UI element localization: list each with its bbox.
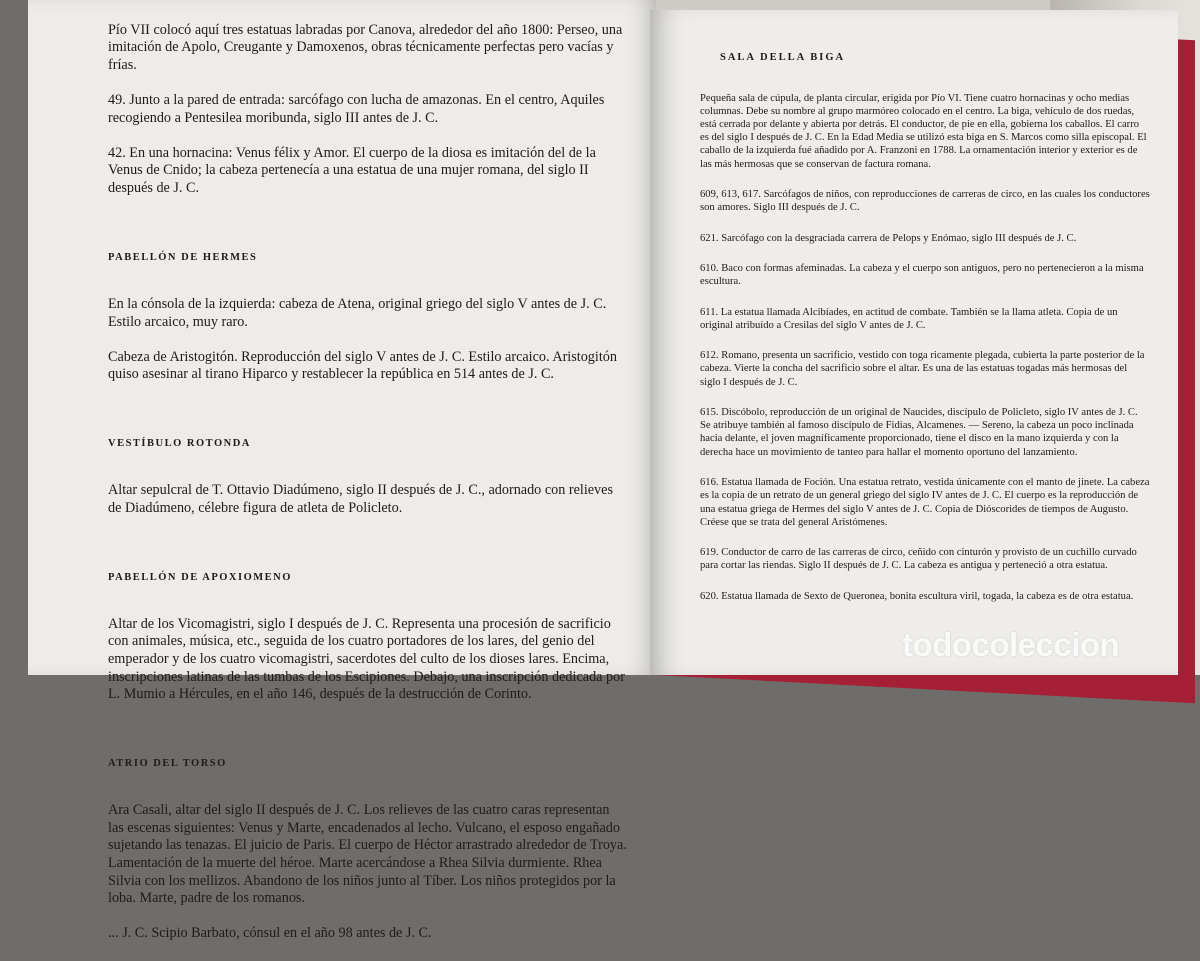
torso-paragraph-1: Ara Casali, altar del siglo II después de J. C. Los relieves de las cuatro caras representan las escenas siguientes: Venus y Marte, encadenados al lecho. Vulcano, el esposo engañado sujetando las tenazas. El juicio de Paris. El cuerpo de Héctor arrastrado alrededor de Troya. Lamentación de la muerte del héroe. Marte acercándose a Rhea Silvia durmiente. Rhea Silvia con los mellizos. Abandono de los niños junto al Tíber. Los niños protegidos por la loba. Marte, padre de los romanos. bbox=[108, 802, 627, 907]
section-heading-torso: ATRIO DEL TORSO bbox=[108, 757, 227, 769]
hermes-paragraph-2: Cabeza de Aristogitón. Reproducción del siglo V antes de J. C. Estilo arcaico. Aristogitón quiso asesinar al tirano Hiparco y restablecer la república en 514 antes de J. C. bbox=[108, 348, 617, 383]
section-heading-apoxiomeno: PABELLÓN DE APOXIOMENO bbox=[108, 571, 292, 583]
hermes-paragraph-1: En la cónsola de la izquierda: cabeza de Atena, original griego del siglo V antes de J. C. Estilo arcaico, muy raro. bbox=[108, 295, 607, 330]
left-page-text bbox=[108, 4, 628, 961]
catalog-item: 621. Sarcófago con la desgraciada carrera de Pelops y Enómao, siglo III después de J. C. bbox=[700, 232, 1077, 244]
catalog-item: 615. Discóbolo, reproducción de un original de Naucides, discípulo de Policleto, siglo IV antes de J. C. Se atribuye también al famoso discípulo de Fidias, Alcamenes. — Sereno, la cabeza un poco inclinada hacia delante, el joven magníficamente proporcionado, tiene el disco en la mano izquierda y con la derecha hace un movimiento de tanteo para hallar el momento oportuno del lanzamiento. bbox=[700, 407, 1138, 458]
room-intro: Pequeña sala de cúpula, de planta circular, erigida por Pío VI. Tiene cuatro hornacinas y ocho medias columnas. Debe su nombre al grupo marmóreo colocado en el centro. La biga, vehículo de dos ruedas, está cerrada por delante y abierta por detrás. El conductor, de pie en ella, gobierna los caballos. El carro es del siglo I después de J. C. En la Edad Media se utilizó esta biga en S. Marcos como silla episcopal. El caballo de la izquierda fué añadido por A. Franzoni en 1788. La ornamentación interior y exterior es de las más hermosas que se conservan de factura romana. bbox=[700, 92, 1147, 170]
catalog-item: 619. Conductor de carro de las carreras de circo, ceñido con cinturón y provisto de un cuchillo curvado para cortar las riendas. Siglo II después de J. C. La cabeza es antigua y perteneció a otra estatua. bbox=[700, 547, 1137, 572]
catalog-item: 616. Estatua llamada de Foción. Una estatua retrato, vestida únicamente con el manto de jinete. La cabeza es la copia de un retrato de un general griego del siglo IV antes de J. C. El cuerpo es la reproducción de una estatua griega de Hermes del siglo V antes de J. C. Copia de Dióscorides de tiempos de Augusto. Créese que se trata del general Aristómenes. bbox=[700, 477, 1150, 528]
watermark-logo: todocoleccion bbox=[902, 626, 1120, 663]
page-title: SALA DELLA BIGA bbox=[720, 52, 846, 64]
catalog-item: 610. Baco con formas afeminadas. La cabeza y el cuerpo son antiguos, pero no pertenecieron a la misma escultura. bbox=[700, 263, 1144, 288]
rotonda-paragraph: Altar sepulcral de T. Ottavio Diadúmeno, siglo II después de J. C., adornado con relieves de Diadúmeno, célebre figura de atleta de Policleto. bbox=[108, 482, 613, 516]
catalog-item: 612. Romano, presenta un sacrificio, vestido con toga ricamente plegada, cubierta la parte posterior de la cabeza. Vierte la concha del sacrificio sobre el altar. Es una de las estatuas togadas más hermosas del siglo I después de J. C. bbox=[700, 350, 1145, 388]
section-heading-rotonda: VESTÍBULO ROTONDA bbox=[108, 438, 251, 450]
torso-paragraph-2: ... J. C. Scipio Barbato, cónsul en el año 98 antes de J. C. bbox=[108, 925, 432, 942]
item-42: 42. En una hornacina: Venus félix y Amor. El cuerpo de la diosa es imitación del de la Venus de Cnido; la cabeza pertenecía a una estatua de una mujer romana, del siglo II después de J. C. bbox=[108, 144, 596, 196]
right-page-text bbox=[700, 38, 1150, 620]
apoxiomeno-paragraph: Altar de los Vicomagistri, siglo I después de J. C. Representa una procesión de sacrificio con animales, música, etc., seguida de los cuatro portadores de los lares, del genio del emperador y de los cuatro vicomagistri, sacerdotes del culto de los dioses lares. Encima, inscripciones latinas de las tumbas de los Escipiones. Debajo, una inscripción dedicada por L. Mumio a Hércules, en el año 146, después de la destrucción de Corinto. bbox=[108, 615, 625, 703]
section-heading-hermes: PABELLÓN DE HERMES bbox=[108, 251, 258, 263]
right-page bbox=[650, 10, 1178, 675]
left-page bbox=[28, 0, 656, 942]
intro-paragraph: Pío VII colocó aquí tres estatuas labradas por Canova, alrededor del año 1800: Perseo, una imitación de Apolo, Creugante y Damoxenos, obras técnicamente perfectas pero vacías y frías. bbox=[108, 21, 623, 73]
catalog-item: 609, 613, 617. Sarcófagos de niños, con reproducciones de carreras de circo, en las cuales los conductores son amores. Siglo III después de J. C. bbox=[700, 189, 1150, 214]
catalog-item: 611. La estatua llamada Alcibíades, en actitud de combate. También se la llama atleta. Copia de un original atribuído a Cresilas del siglo V antes de J. C. bbox=[700, 306, 1118, 331]
catalog-item: 620. Estatua llamada de Sexto de Queronea, bonita escultura viril, togada, la cabeza es de otra estatua. bbox=[700, 590, 1134, 602]
item-49: 49. Junto a la pared de entrada: sarcófago con lucha de amazonas. En el centro, Aquiles recogiendo a Pentesilea moribunda, siglo III antes de J. C. bbox=[108, 91, 605, 126]
